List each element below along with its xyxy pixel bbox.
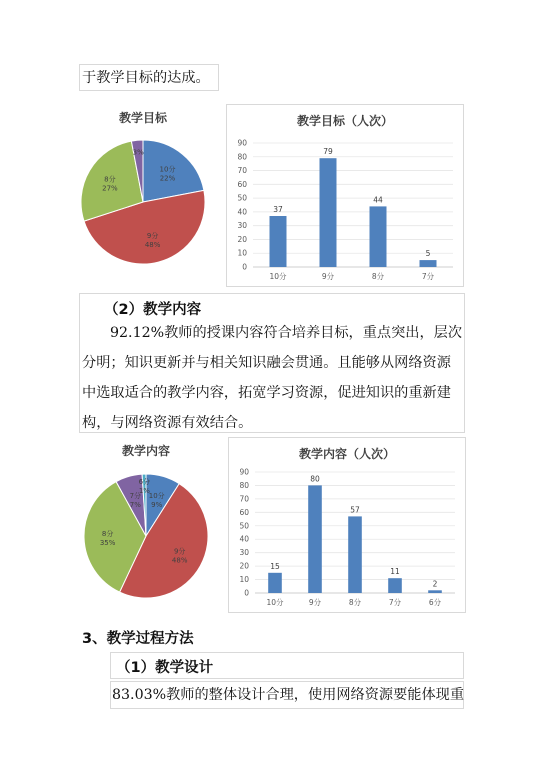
section2-line-1: 92.12%教师的授课内容符合培养目标，重点突出，层次 bbox=[110, 325, 463, 341]
y-tick-label: 50 bbox=[239, 521, 249, 531]
pie-slice-percent: 9% bbox=[151, 501, 163, 510]
x-tick-label: 9分 bbox=[308, 598, 322, 607]
x-tick-label: 6分 bbox=[428, 598, 442, 607]
section2-line-4: 构，与网络资源有效结合。 bbox=[82, 415, 253, 431]
x-tick-label: 8分 bbox=[371, 272, 385, 281]
y-tick-label: 20 bbox=[239, 561, 249, 571]
y-tick-label: 80 bbox=[237, 152, 247, 162]
pie-slice-label: 8分 bbox=[104, 175, 116, 184]
x-tick-label: 7分 bbox=[421, 272, 435, 281]
pie-slice-percent: 48% bbox=[144, 241, 161, 250]
y-tick-label: 30 bbox=[237, 221, 247, 231]
bar bbox=[370, 206, 387, 267]
chart-title: 教学内容（人次） bbox=[298, 447, 396, 461]
bar bbox=[308, 485, 322, 593]
pie-slice-percent: 3% bbox=[132, 148, 144, 157]
bar bbox=[268, 573, 282, 593]
y-tick-label: 70 bbox=[239, 494, 249, 504]
x-tick-label: 9分 bbox=[321, 272, 335, 281]
bar-chart-teaching-content bbox=[228, 437, 466, 613]
x-tick-label: 7分 bbox=[388, 598, 402, 607]
pie-slice-label: 9分 bbox=[146, 232, 159, 241]
y-tick-label: 40 bbox=[239, 534, 249, 544]
y-tick-label: 90 bbox=[237, 138, 247, 148]
section3-1-line-1: 83.03%教师的整体设计合理，使用网络资源要能体现重 bbox=[112, 687, 465, 703]
bar bbox=[420, 260, 437, 267]
section3-heading: 3、教学过程方法 bbox=[82, 631, 194, 647]
x-tick-label: 10分 bbox=[269, 272, 287, 281]
pie-chart-teaching-goals bbox=[80, 104, 220, 274]
bar bbox=[270, 216, 287, 267]
bar-data-label: 2 bbox=[432, 579, 438, 589]
pie-slice-percent: 35% bbox=[99, 539, 116, 548]
bar-data-label: 11 bbox=[390, 567, 400, 577]
chart-title: 教学目标（人次） bbox=[296, 114, 394, 128]
pie-slice-percent: 1% bbox=[138, 487, 150, 496]
pie-slice-percent: 48% bbox=[171, 556, 188, 565]
y-tick-label: 80 bbox=[239, 480, 249, 490]
y-tick-label: 90 bbox=[239, 467, 249, 477]
y-tick-label: 0 bbox=[244, 588, 249, 598]
y-tick-label: 60 bbox=[239, 507, 249, 517]
y-tick-label: 20 bbox=[237, 234, 247, 244]
section2-line-2: 分明；知识更新并与相关知识融会贯通。且能够从网络资源 bbox=[82, 355, 451, 371]
chart-title: 教学内容 bbox=[121, 444, 171, 458]
section3-1-paragraph bbox=[112, 680, 464, 710]
bar-chart-teaching-goals bbox=[226, 104, 464, 287]
bar bbox=[320, 158, 337, 267]
y-tick-label: 70 bbox=[237, 166, 247, 176]
bar-data-label: 57 bbox=[350, 505, 360, 515]
bar-data-label: 44 bbox=[373, 195, 383, 205]
y-tick-label: 50 bbox=[237, 193, 247, 203]
chart-title: 教学目标 bbox=[118, 111, 168, 125]
pie-slice-percent: 7% bbox=[129, 501, 141, 510]
section3-1-heading: （1）教学设计 bbox=[116, 660, 214, 676]
bar-data-label: 80 bbox=[310, 474, 320, 484]
x-tick-label: 10分 bbox=[266, 598, 284, 607]
pie-chart-teaching-content bbox=[80, 437, 220, 607]
bar bbox=[428, 590, 442, 593]
x-tick-label: 8分 bbox=[348, 598, 362, 607]
section2-heading: （2）教学内容 bbox=[104, 302, 202, 318]
bar-data-label: 5 bbox=[425, 249, 431, 259]
y-tick-label: 40 bbox=[237, 207, 247, 217]
pie-slice-percent: 27% bbox=[102, 184, 118, 193]
section2-line-3: 中选取适合的教学内容，拓宽学习资源，促进知识的重新建 bbox=[82, 385, 451, 401]
y-tick-label: 30 bbox=[239, 548, 249, 558]
y-tick-label: 10 bbox=[239, 575, 249, 585]
top-line-text: 于教学目标的达成。 bbox=[82, 70, 210, 86]
bar-data-label: 37 bbox=[273, 205, 283, 214]
y-tick-label: 60 bbox=[237, 179, 247, 189]
pie-slice-label: 10分 bbox=[148, 492, 165, 501]
pie-slice-percent: 22% bbox=[159, 174, 176, 183]
bar bbox=[348, 516, 362, 593]
pie-slice-label: 6分 bbox=[138, 478, 151, 487]
pie-slice-label: 10分 bbox=[159, 165, 176, 174]
section2-paragraph bbox=[82, 318, 462, 438]
pie-slice-label: 9分 bbox=[173, 547, 186, 556]
bar-data-label: 79 bbox=[323, 147, 333, 157]
pie-slice-label: 7分 bbox=[129, 492, 142, 501]
pie-slice-label: 8分 bbox=[101, 530, 114, 539]
bar bbox=[388, 578, 402, 593]
y-tick-label: 10 bbox=[237, 248, 247, 258]
y-tick-label: 0 bbox=[242, 262, 247, 272]
bar-data-label: 15 bbox=[270, 561, 280, 571]
